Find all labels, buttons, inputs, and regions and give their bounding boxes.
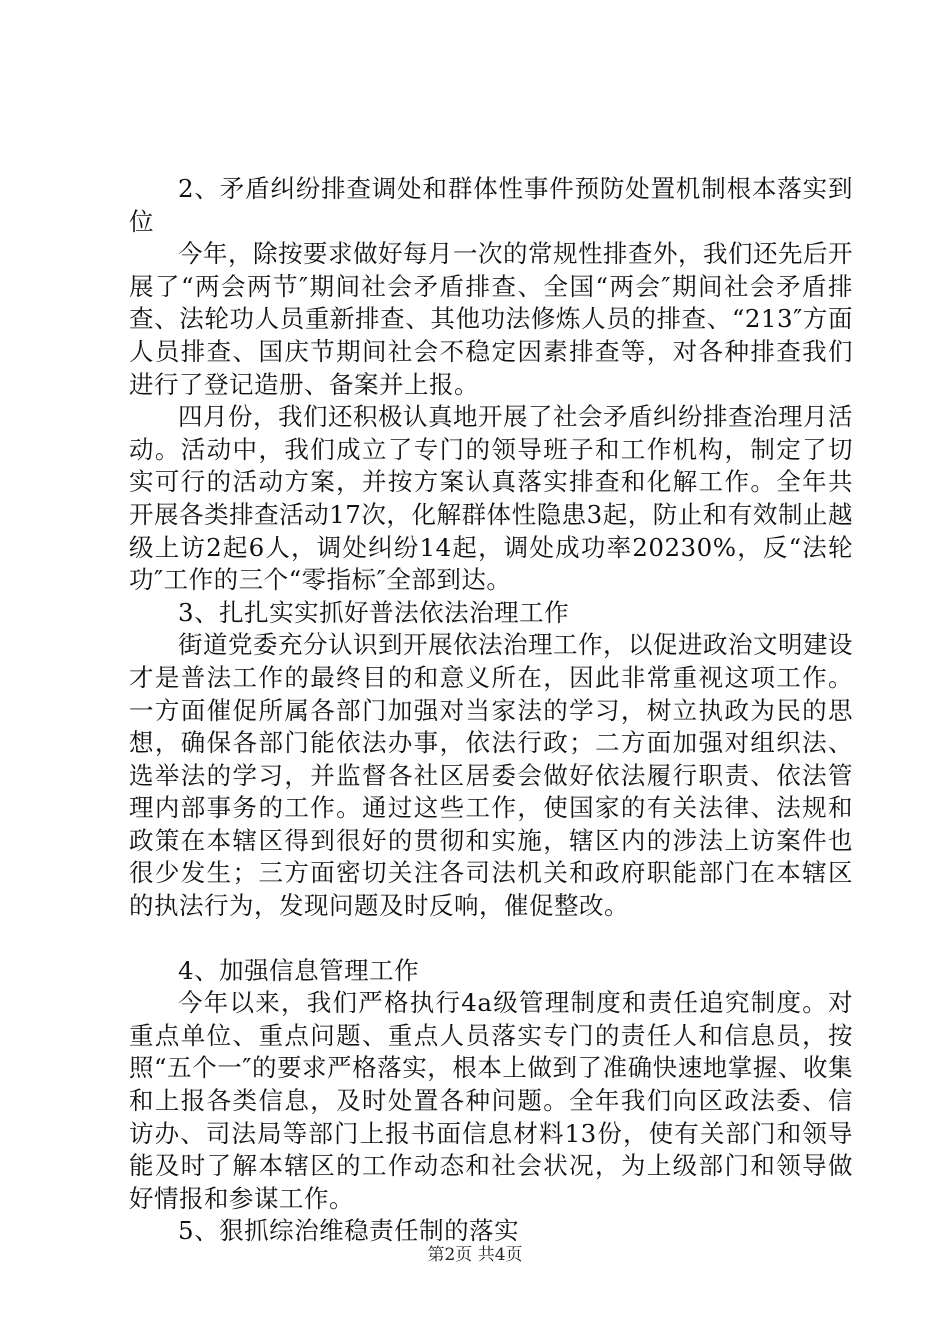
paragraph-spacer bbox=[129, 923, 853, 955]
section-heading-4: 4、加强信息管理工作 bbox=[178, 955, 420, 985]
page-number-footer: 第2页 共4页 bbox=[427, 1245, 523, 1265]
section-heading-2: 2、矛盾纠纷排查调处和群体性事件预防处置机制根本落实到位 bbox=[129, 174, 853, 236]
paragraph-information-management: 今年以来，我们严格执行4a级管理制度和责任追究制度。对重点单位、重点问题、重点人员落实专门的责任人和信息员，按照“五个一″的要求严格落实，根本上做到了准确快速地掌握、收集和上报各类信息，及时处置各种问题。全年我们向区政法委、信访办、司法局等部门上报书面信息材料13份，使有关部门和领导能及时了解本辖区的工作动态和社会状况，为上级部门和领导做好情报和参谋工作。 bbox=[129, 988, 853, 1213]
section-heading-5: 5、狠抓综治维稳责任制的落实 bbox=[178, 1216, 520, 1246]
section-heading-3: 3、扎扎实实抓好普法依法治理工作 bbox=[178, 597, 570, 627]
paragraph-regular-screening: 今年，除按要求做好每月一次的常规性排查外，我们还先后开展了“两会两节″期间社会矛盾排查、全国“两会″期间社会矛盾排查、法轮功人员重新排查、其他功法修炼人员的排查、“213″方面人员排查、国庆节期间社会不稳定因素排查等，对各种排查我们进行了登记造册、备案并上报。 bbox=[129, 239, 853, 399]
paragraph-april-activities: 四月份，我们还积极认真地开展了社会矛盾纠纷排查治理月活动。活动中，我们成立了专门的领导班子和工作机构，制定了切实可行的活动方案，并按方案认真落实排查和化解工作。全年共开展各类排查活动17次，化解群体性隐患3起，防止和有效制止越级上访2起6人，调处纠纷14起，调处成功率20230%，反“法轮功″工作的三个“零指标″全部到达。 bbox=[129, 402, 853, 595]
paragraph-legal-governance: 街道党委充分认识到开展依法治理工作，以促进政治文明建设才是普法工作的最终目的和意义所在，因此非常重视这项工作。一方面催促所属各部门加强对当家法的学习，树立执政为民的思想，确保各部门能依法办事，依法行政；二方面加强对组织法、选举法的学习，并监督各社区居委会做好依法履行职责、依法管理内部事务的工作。通过这些工作，使国家的有关法律、法规和政策在本辖区得到很好的贯彻和实施，辖区内的涉法上访案件也很少发生；三方面密切关注各司法机关和政府职能部门在本辖区的执法行为，发现问题及时反响，催促整改。 bbox=[129, 630, 853, 921]
document-body bbox=[129, 173, 853, 1248]
